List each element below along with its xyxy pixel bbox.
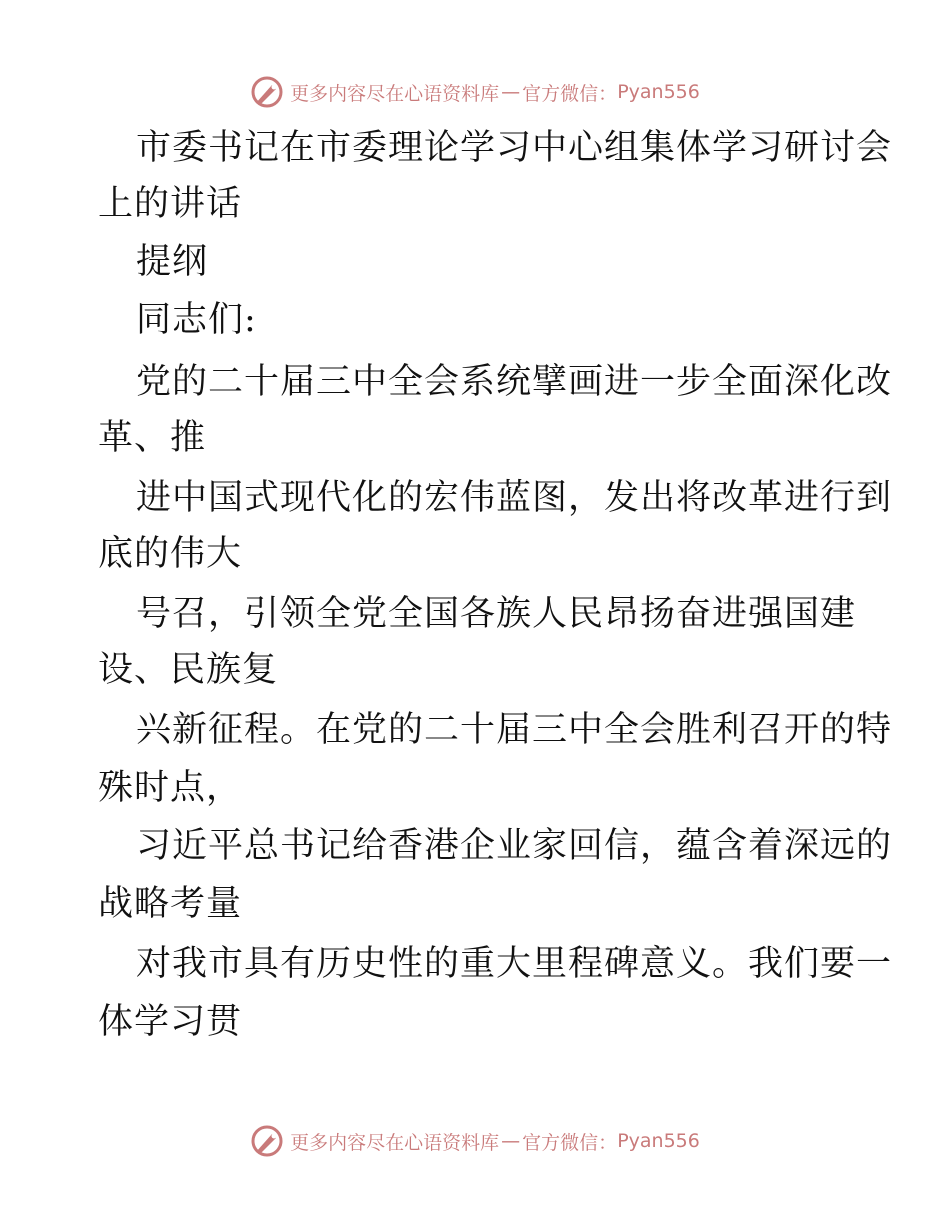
document-paragraph-line: 党的二十届三中全会系统擘画进一步全面深化改 (136, 362, 893, 402)
watermark-wechat-id: Pyan556 (617, 1130, 700, 1152)
header-watermark (0, 72, 950, 112)
document-salutation: 同志们: (136, 300, 257, 340)
document-paragraph-line: 底的伟大 (98, 534, 243, 574)
watermark-text: 更多内容尽在心语资料库 (290, 1131, 500, 1154)
pen-nib-circle-icon (250, 1124, 284, 1158)
watermark-wechat-label: 官方微信： (522, 82, 618, 105)
document-paragraph-line: 体学习贯 (98, 1002, 243, 1042)
pen-nib-circle-icon (250, 75, 284, 109)
watermark-wechat-label: 官方微信： (522, 1131, 618, 1154)
document-subtitle: 提纲 (136, 242, 209, 282)
document-title-line-2: 上的讲话 (98, 184, 243, 224)
document-paragraph-line: 设、民族复 (98, 650, 279, 690)
document-paragraph-line: 进中国式现代化的宏伟蓝图，发出将改革进行到 (136, 478, 893, 518)
footer-watermark (0, 1121, 950, 1161)
document-paragraph-line: 战略考量 (98, 884, 243, 924)
document-paragraph-line: 兴新征程。在党的二十届三中全会胜利召开的特 (136, 710, 893, 750)
watermark-wechat-id: Pyan556 (617, 81, 700, 103)
document-paragraph-line: 习近平总书记给香港企业家回信，蕴含着深远的 (136, 826, 893, 866)
document-paragraph-line: 殊时点， (98, 768, 243, 808)
document-paragraph-line: 革、推 (98, 418, 207, 458)
watermark-separator: — (501, 1130, 521, 1152)
watermark-text: 更多内容尽在心语资料库 (290, 82, 500, 105)
document-paragraph-line: 对我市具有历史性的重大里程碑意义。我们要一 (136, 944, 893, 984)
document-title-line-1: 市委书记在市委理论学习中心组集体学习研讨会 (136, 128, 893, 168)
document-paragraph-line: 号召，引领全党全国各族人民昂扬奋进强国建 (136, 594, 857, 634)
watermark-separator: — (501, 81, 521, 103)
